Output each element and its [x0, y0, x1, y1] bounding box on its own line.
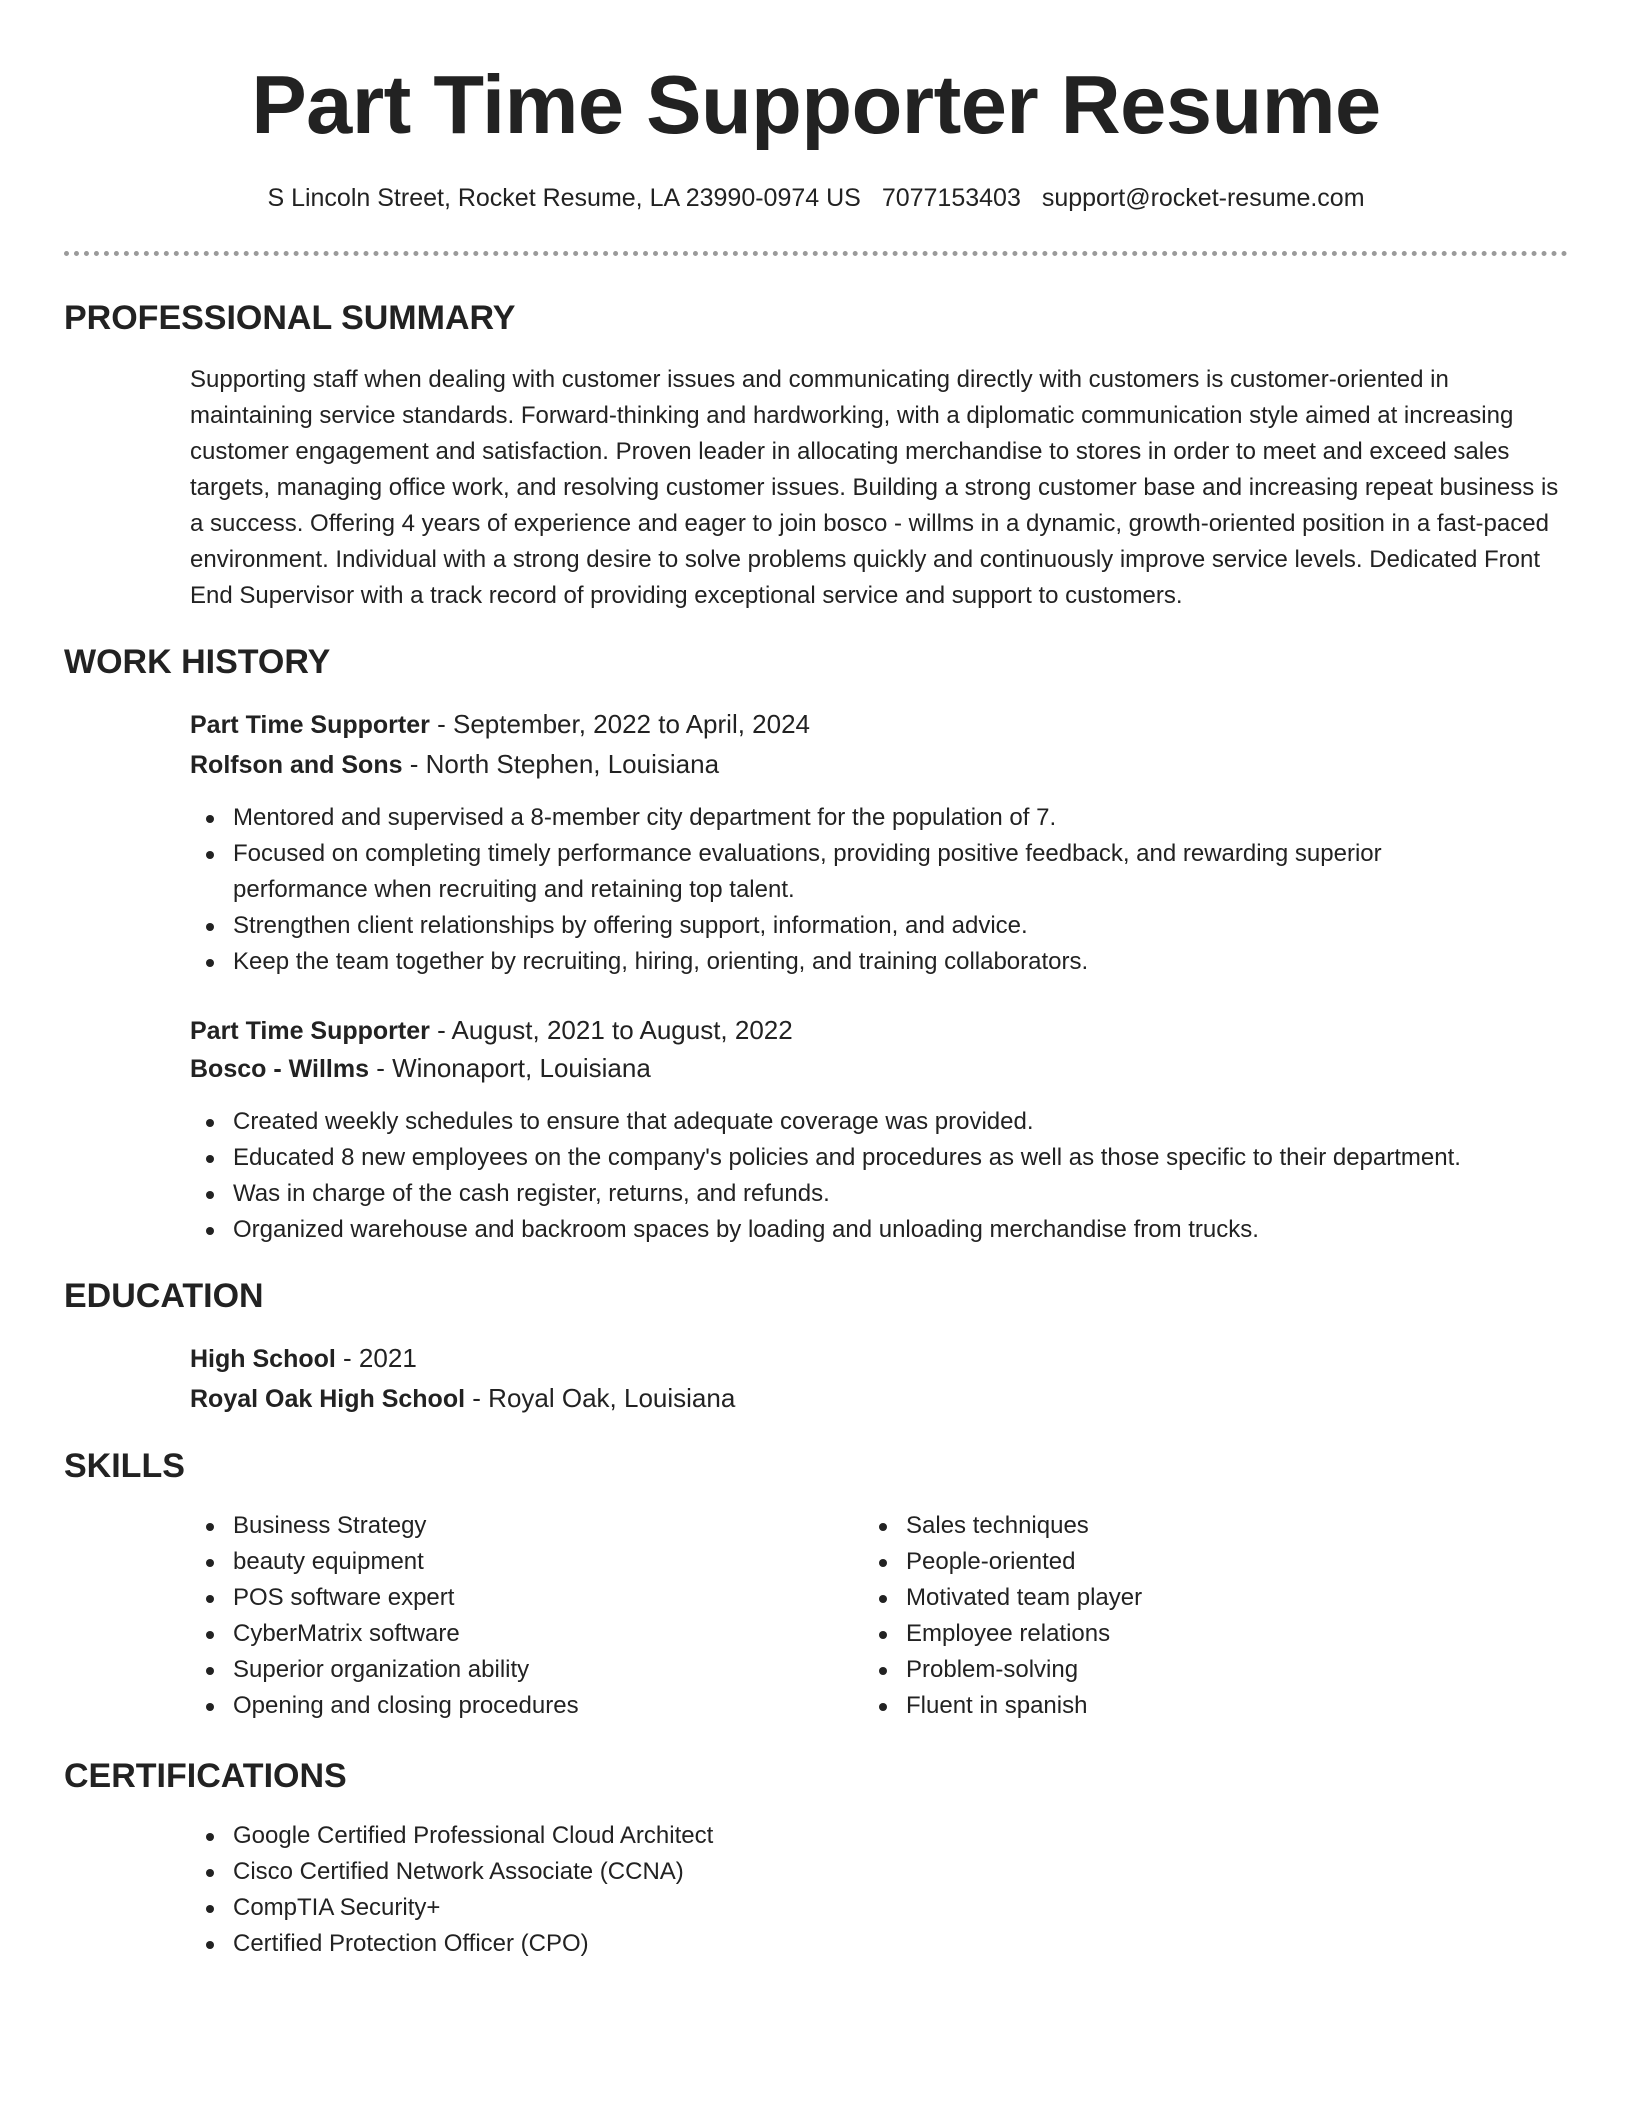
- list-item: Created weekly schedules to ensure that adequate coverage was provided.: [190, 1104, 1570, 1140]
- contact-phone: 7077153403: [881, 184, 1021, 212]
- list-item: Strengthen client relationships by offering support, information, and advice.: [190, 908, 1510, 944]
- job-1-title-line: [190, 706, 810, 743]
- list-item: Business Strategy: [190, 1508, 830, 1544]
- job-2-title: Part Time Supporter: [190, 1017, 430, 1045]
- list-item: CyberMatrix software: [190, 1616, 830, 1652]
- education-degree-line: [190, 1340, 417, 1377]
- certifications-heading: CERTIFICATIONS: [64, 1757, 347, 1795]
- education-degree: High School: [190, 1345, 336, 1373]
- education-year: - 2021: [335, 1343, 417, 1373]
- list-item: Employee relations: [863, 1616, 1503, 1652]
- list-item: Cisco Certified Network Associate (CCNA): [190, 1854, 1510, 1890]
- summary-text: Supporting staff when dealing with customer issues and communicating directly with customers is customer-oriented in maintaining service standards. Forward-thinking and hardworking, with a diplomatic communication style aimed at increasing customer engagement and satisfaction. Proven leader in allocating merchandise to stores in order to meet and exceed sales targets, managing office work, and resolving customer issues. Building a strong customer base and increasing repeat business is a success. Offering 4 years of experience and eager to join bosco - willms in a dynamic, growth-oriented position in a fast-paced environment. Individual with a strong desire to solve problems quickly and continuously improve service levels. Dedicated Front End Supervisor with a track record of providing exceptional service and support to customers.: [190, 366, 1559, 609]
- job-2-dates: - August, 2021 to August, 2022: [429, 1015, 793, 1045]
- job-2-bullets: [190, 1104, 1570, 1248]
- list-item: Problem-solving: [863, 1652, 1503, 1688]
- job-1-dates: - September, 2022 to April, 2024: [429, 709, 811, 739]
- list-item: Educated 8 new employees on the company's policies and procedures as well as those specific to their department.: [190, 1140, 1570, 1176]
- list-item: Keep the team together by recruiting, hiring, orienting, and training collaborators.: [190, 944, 1510, 980]
- list-item: Opening and closing procedures: [190, 1688, 830, 1724]
- job-1-company-line: [190, 746, 719, 783]
- contact-address: S Lincoln Street, Rocket Resume, LA 23990-0974 US: [267, 184, 861, 212]
- skills-list-right: [863, 1508, 1503, 1724]
- list-item: Sales techniques: [863, 1508, 1503, 1544]
- education-location: - Royal Oak, Louisiana: [465, 1383, 736, 1413]
- list-item: People-oriented: [863, 1544, 1503, 1580]
- list-item: Focused on completing timely performance evaluations, providing positive feedback, and rewarding superior performance when recruiting and retaining top talent.: [190, 836, 1510, 908]
- education-school-line: [190, 1380, 735, 1417]
- job-1-title: Part Time Supporter: [190, 711, 430, 739]
- list-item: CompTIA Security+: [190, 1890, 1510, 1926]
- list-item: Mentored and supervised a 8-member city department for the population of 7.: [190, 800, 1510, 836]
- job-2-title-line: [190, 1012, 793, 1049]
- job-2-company-line: [190, 1050, 651, 1087]
- list-item: Motivated team player: [863, 1580, 1503, 1616]
- job-1-bullets: [190, 800, 1510, 980]
- job-1-company: Rolfson and Sons: [190, 751, 403, 779]
- contact-line: [0, 182, 1632, 214]
- summary-heading: PROFESSIONAL SUMMARY: [64, 299, 516, 337]
- education-school: Royal Oak High School: [190, 1385, 466, 1413]
- skills-list-left: [190, 1508, 830, 1724]
- job-1-location: - North Stephen, Louisiana: [402, 749, 720, 779]
- list-item: Fluent in spanish: [863, 1688, 1503, 1724]
- contact-email: support@rocket-resume.com: [1041, 184, 1365, 212]
- header-divider: [64, 251, 1568, 256]
- certifications-list: [190, 1818, 1510, 1962]
- list-item: Google Certified Professional Cloud Architect: [190, 1818, 1510, 1854]
- list-item: Was in charge of the cash register, returns, and refunds.: [190, 1176, 1570, 1212]
- job-2-location: - Winonaport, Louisiana: [368, 1053, 651, 1083]
- list-item: POS software expert: [190, 1580, 830, 1616]
- list-item: Superior organization ability: [190, 1652, 830, 1688]
- job-2-company: Bosco - Willms: [190, 1055, 369, 1083]
- list-item: beauty equipment: [190, 1544, 830, 1580]
- skills-heading: SKILLS: [64, 1447, 185, 1485]
- education-heading: EDUCATION: [64, 1277, 264, 1315]
- list-item: Certified Protection Officer (CPO): [190, 1926, 1510, 1962]
- list-item: Organized warehouse and backroom spaces by loading and unloading merchandise from trucks.: [190, 1212, 1570, 1248]
- work-history-heading: WORK HISTORY: [64, 643, 331, 681]
- resume-title: Part Time Supporter Resume: [251, 58, 1381, 151]
